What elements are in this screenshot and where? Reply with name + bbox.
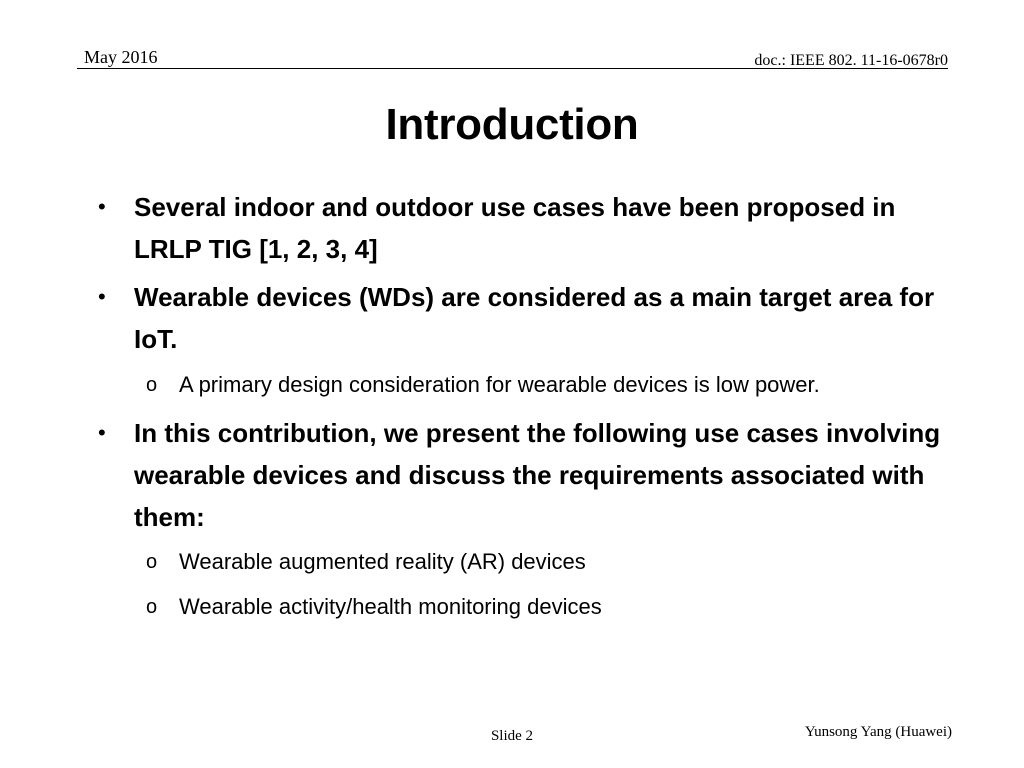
bullet-marker: •	[98, 284, 106, 309]
subbullet-marker: o	[146, 596, 158, 618]
slide-number: Slide 2	[490, 728, 534, 744]
header-date: May 2016	[84, 47, 158, 67]
subbullet-marker: o	[146, 374, 158, 396]
bullet-marker: •	[98, 194, 106, 219]
header-doc-id: doc.: IEEE 802. 11-16-0678r0	[754, 52, 948, 69]
subbullet-2-1-text: A primary design consideration for wearable devices is low power.	[179, 372, 820, 397]
slide-title: Introduction	[385, 100, 639, 149]
bullet-1-text: Several indoor and outdoor use cases have been proposed in LRLP TIG [1, 2, 3, 4]	[134, 192, 896, 264]
header-divider	[77, 68, 948, 69]
subbullet-3-2-text: Wearable activity/health monitoring devices	[179, 594, 602, 619]
subbullet-3-1-text: Wearable augmented reality (AR) devices	[179, 549, 586, 574]
bullet-3-text: In this contribution, we present the following use cases involving wearable devices and discuss the requirements associated with them:	[134, 418, 941, 532]
bullet-2-text: Wearable devices (WDs) are considered as a main target area for IoT.	[134, 282, 935, 354]
bullet-marker: •	[98, 420, 106, 445]
subbullet-marker: o	[146, 551, 158, 573]
footer-author: Yunsong Yang (Huawei)	[804, 724, 952, 740]
